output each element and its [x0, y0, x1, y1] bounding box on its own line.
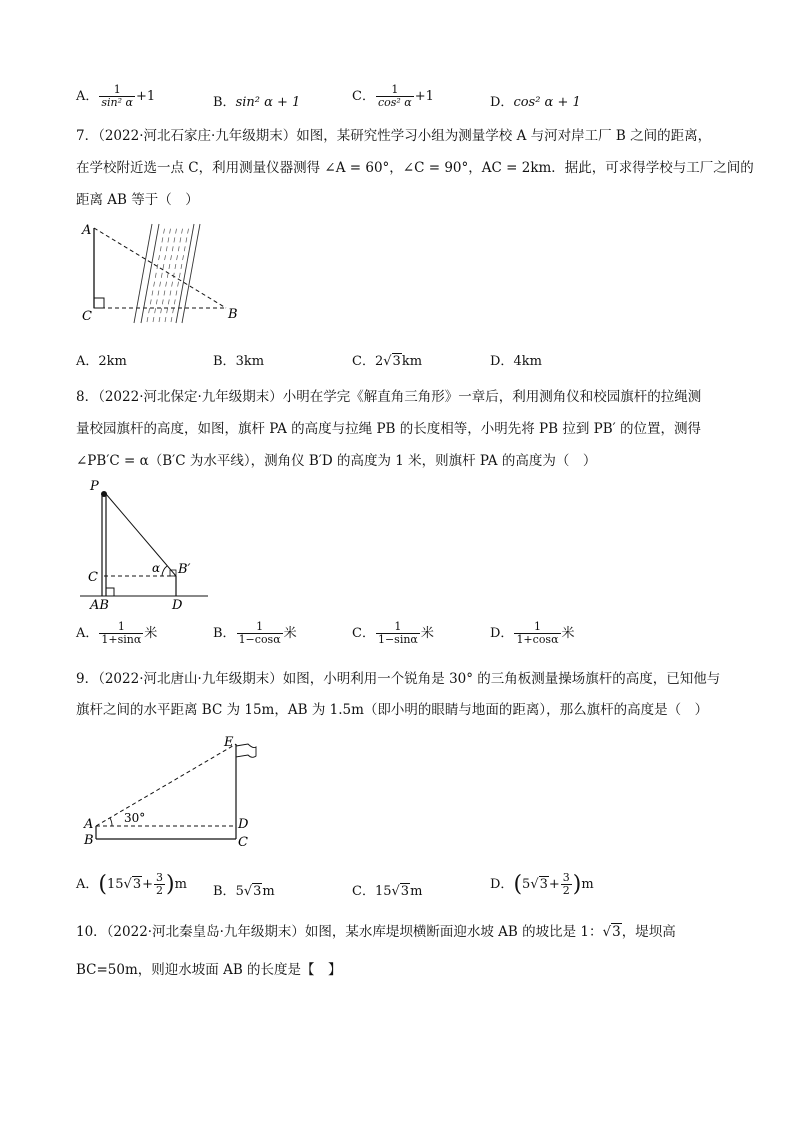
q6-option-c: C． $\frac{1}{\text{cos² α}}$ +1	[352, 83, 434, 109]
q8-option-b: B． $\frac{1}{1-\cos\alpha}$ 米	[213, 620, 297, 646]
q7-label-B: B	[228, 307, 238, 322]
q8-text-line2: 量校园旗杆的高度，如图，旗杆 PA 的高度与拉绳 PB 的长度相等，小明先将 PB 拉到 PB′ 的位置，测得	[76, 421, 702, 437]
q8-option-c: C． $\frac{1}{1-\sin\alpha}$ 米	[352, 620, 434, 646]
q8-option-d: D． $\frac{1}{1+\cos\alpha}$ 米	[490, 620, 575, 646]
q8-option-a: A． $\frac{1}{1+\sin\alpha}$ 米	[76, 620, 158, 646]
q9-label-A: A	[84, 817, 94, 832]
q7-text-line2: 在学校附近选一点 C，利用测量仪器测得 ∠A = 60°，∠C = 90°，AC = 2km．据此，可求得学校与工厂之间的	[76, 160, 754, 176]
q8-text-line3: ∠PB′C = α（B′C 为水平线），测角仪 B′D 的高度为 1 米，则旗杆 PA 的高度为（ ）	[76, 453, 597, 469]
q10-text-line2: BC=50m，则迎水坡面 AB 的长度是【 】	[76, 962, 342, 978]
q7-option-d: D．4km	[490, 354, 542, 369]
q7-text-line3: 距离 AB 等于（ ）	[76, 192, 199, 208]
q7-option-b: B．3km	[213, 354, 265, 369]
q9-figure	[76, 734, 276, 854]
q9-option-d: D．(5√3+ $\frac{3}{2}$ )m	[490, 871, 594, 897]
q8-label-alpha: α	[152, 561, 161, 575]
q6-option-d: D．cos² α + 1	[490, 95, 581, 110]
q10-text-line1: 10．（2022·河北秦皇岛·九年级期末）如图，某水库堤坝横断面迎水坡 AB 的坡比是 1：√3，堤坝高	[76, 924, 676, 940]
q8-label-AB: AB	[90, 598, 109, 613]
q9-option-a: A．(15√3+ $\frac{3}{2}$ )m	[76, 871, 187, 897]
q9-label-B: B	[84, 833, 94, 848]
q6-option-a: A． $\frac{1}{\text{sin² α}}$ +1	[76, 83, 156, 109]
q7-option-c: C．2√3km	[352, 354, 423, 369]
q8-text-line1: 8．（2022·河北保定·九年级期末）小明在学完《解直角三角形》一章后，利用测角仪和校园旗杆的拉绳测	[76, 389, 702, 405]
q7-text-line1: 7．（2022·河北石家庄·九年级期末）如图，某研究性学习小组为测量学校 A 与河对岸工厂 B 之间的距离，	[76, 128, 712, 144]
q8-figure	[76, 478, 216, 613]
q9-angle-label: 30°	[124, 811, 146, 825]
q9-option-b: B．5√3m	[213, 884, 275, 899]
q8-label-P: P	[90, 479, 99, 494]
q7-figure	[76, 218, 256, 328]
q9-label-E: E	[224, 735, 234, 750]
q7-option-a: A．2km	[76, 354, 127, 369]
q9-label-D: D	[238, 817, 249, 832]
q9-option-c: C．15√3m	[352, 884, 423, 899]
q9-text-line1: 9．（2022·河北唐山·九年级期末）如图，小明利用一个锐角是 30° 的三角板测量操场旗杆的高度，已知他与	[76, 671, 721, 687]
q6-option-b: B．sin² α + 1	[213, 95, 301, 110]
q8-label-D: D	[172, 598, 183, 613]
q8-label-Bprime: B′	[178, 562, 191, 577]
q9-label-C: C	[238, 835, 248, 850]
q9-text-line2: 旗杆之间的水平距离 BC 为 15m，AB 为 1.5m（即小明的眼睛与地面的距离），那么旗杆的高度是（ ）	[76, 702, 709, 718]
q8-label-C: C	[88, 570, 98, 585]
q7-label-C: C	[82, 309, 92, 324]
q7-label-A: A	[82, 223, 92, 238]
